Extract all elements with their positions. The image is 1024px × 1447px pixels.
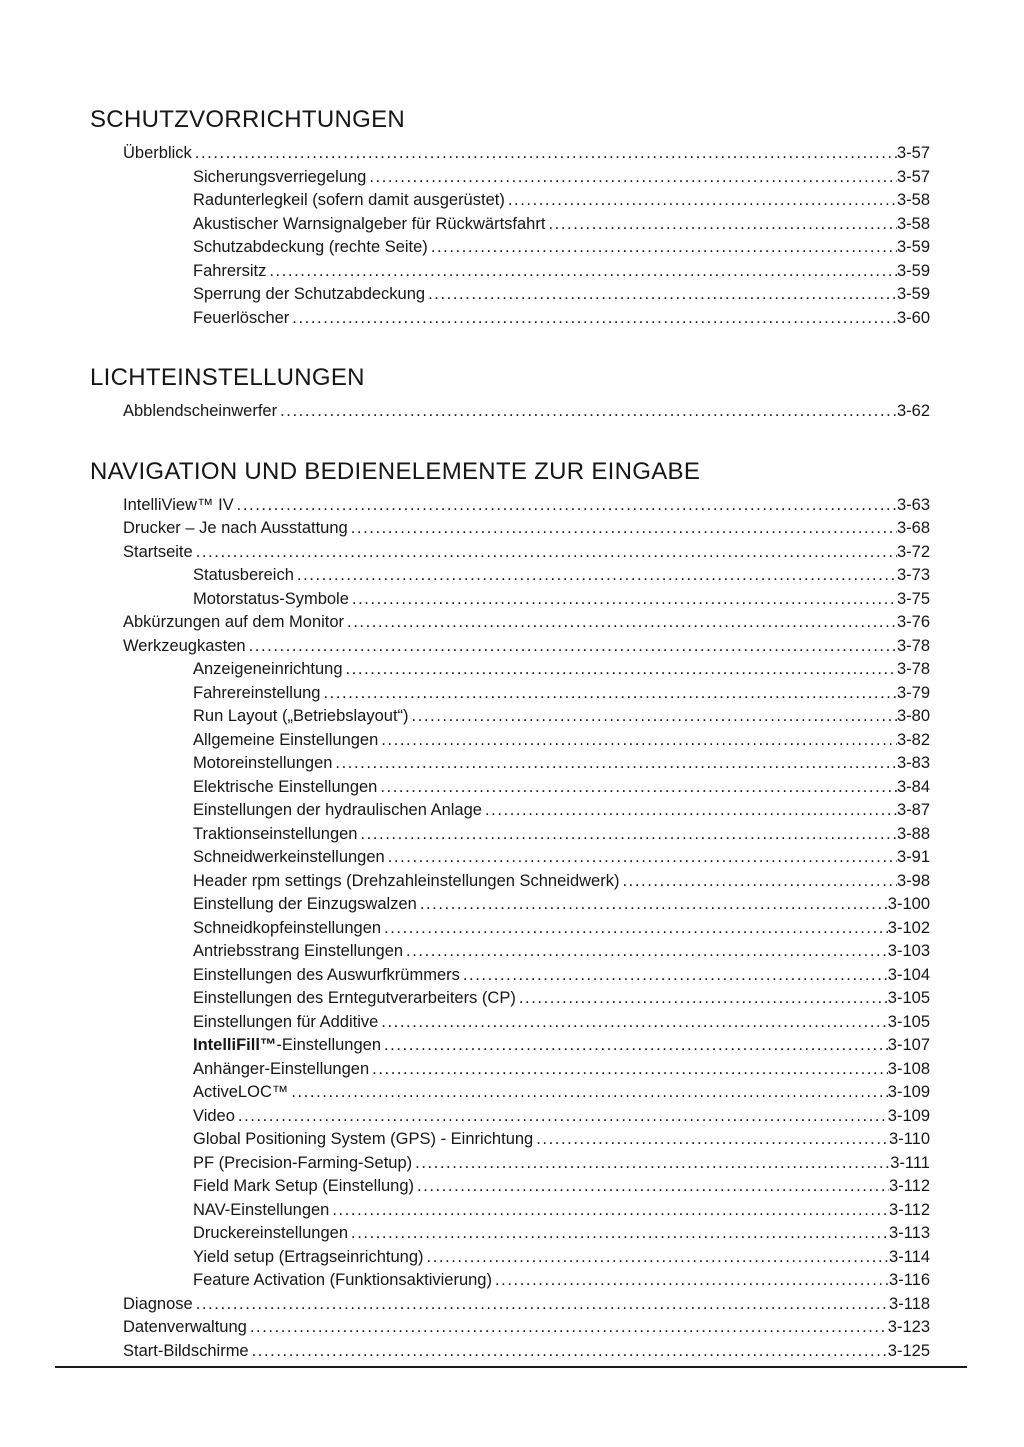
toc-entry	[90, 658, 930, 682]
dot-leader	[192, 142, 897, 166]
toc-entry-label: Einstellungen für Additive	[193, 1012, 379, 1031]
toc-entry-page: 3-107	[887, 1036, 930, 1054]
dot-leader	[409, 705, 897, 729]
toc-entry-page: 3-112	[889, 1200, 930, 1219]
toc-entry	[90, 236, 930, 260]
toc-entry-label: Einstellungen der hydraulischen Anlage	[193, 801, 482, 819]
toc-entry-label: Überblick	[123, 144, 192, 162]
toc-entry-label: Yield setup (Ertragseinrichtung)	[193, 1247, 424, 1266]
toc-entry-label: Abkürzungen auf dem Monitor	[123, 613, 345, 631]
toc-entry-label: Akustischer Warnsignalgeber für Rückwärtsfahrt	[193, 214, 546, 233]
toc-entry-page: 3-78	[896, 636, 930, 655]
toc-entry-page: 3-103	[887, 942, 930, 960]
dot-leader	[343, 658, 897, 682]
toc-entry-label: NAV-Einstellungen	[193, 1200, 330, 1219]
toc-entry-label: Field Mark Setup (Einstellung)	[193, 1177, 415, 1195]
toc-entry-page: 3-114	[889, 1247, 930, 1266]
toc-entry-label: Radunterlegkeil (sofern damit ausgerüstet)	[193, 191, 505, 209]
dot-leader	[332, 752, 897, 776]
toc-entry	[90, 940, 930, 964]
toc-entry	[90, 893, 930, 917]
dot-leader	[460, 964, 888, 988]
toc-entry-label: Startseite	[123, 542, 193, 561]
toc-entry-page: 3-102	[887, 918, 930, 937]
toc-entry-page: 3-83	[896, 754, 930, 772]
toc-entry	[90, 142, 930, 166]
dot-leader	[366, 166, 897, 190]
dot-leader	[482, 799, 897, 823]
dot-leader	[377, 776, 897, 800]
toc-entry-label: Sperrung der Schutzabdeckung	[193, 285, 426, 303]
toc-section	[90, 104, 930, 330]
toc-entry	[90, 987, 930, 1011]
toc-entry-page: 3-125	[887, 1341, 930, 1360]
dot-leader	[247, 1316, 888, 1340]
toc-entry-page: 3-100	[887, 895, 930, 913]
toc-entry-page: 3-109	[887, 1106, 930, 1125]
toc-entry-label: Druckereinstellungen	[193, 1224, 349, 1242]
toc-entry-label-bold: IntelliFill™	[193, 1036, 277, 1054]
dot-leader	[414, 1175, 889, 1199]
toc-entry	[90, 799, 930, 823]
dot-leader	[378, 1011, 888, 1035]
toc-entry-label: Schneidkopfeinstellungen	[193, 918, 382, 937]
toc-entry-page: 3-88	[896, 824, 930, 843]
dot-leader	[277, 400, 897, 424]
toc-entry	[90, 752, 930, 776]
toc-entry-page: 3-72	[896, 542, 930, 561]
toc-entry-page: 3-68	[896, 519, 930, 537]
toc-entry	[90, 1269, 930, 1293]
toc-entry	[90, 1058, 930, 1082]
toc-entry-label: Drucker – Je nach Ausstattung	[123, 519, 348, 537]
toc-entry-page: 3-59	[896, 238, 930, 256]
toc-entry-label: IntelliView™ IV	[123, 495, 234, 514]
toc-entry-page: 3-79	[896, 683, 930, 702]
toc-entry-page: 3-62	[896, 402, 930, 420]
toc-entry-page: 3-110	[889, 1130, 930, 1148]
toc-entry	[90, 917, 930, 941]
dot-leader	[288, 1081, 887, 1105]
toc-entry-page: 3-82	[896, 730, 930, 749]
toc-entry-label: Feature Activation (Funktionsaktivierung)	[193, 1271, 492, 1289]
dot-leader	[428, 236, 897, 260]
toc-entry-label: IntelliFill™-Einstellungen	[193, 1036, 381, 1054]
toc-entry-page: 3-109	[887, 1083, 930, 1101]
dot-leader	[403, 940, 888, 964]
toc-entry-page: 3-73	[896, 566, 930, 584]
toc-entry	[90, 1293, 930, 1317]
dot-leader	[289, 307, 897, 331]
toc-entry	[90, 1081, 930, 1105]
dot-leader	[348, 517, 897, 541]
toc-entry	[90, 588, 930, 612]
toc-entry-page: 3-76	[896, 613, 930, 631]
dot-leader	[246, 635, 897, 659]
toc-entry-page: 3-105	[887, 989, 930, 1007]
toc-entry	[90, 541, 930, 565]
toc-entry-label: Einstellungen des Erntegutverarbeiters (CP)	[193, 989, 516, 1007]
toc-entry-label: Werkzeugkasten	[123, 636, 246, 655]
dot-leader	[424, 1246, 890, 1270]
toc-entry-label: Antriebsstrang Einstellungen	[193, 942, 404, 960]
toc-entry	[90, 260, 930, 284]
toc-entry-page: 3-59	[896, 261, 930, 280]
toc-entry-page: 3-87	[896, 801, 930, 819]
toc-entry	[90, 1316, 930, 1340]
dot-leader	[369, 1058, 888, 1082]
toc-entry-label: Header rpm settings (Drehzahleinstellungen Schneidwerk)	[193, 871, 620, 890]
toc-entry	[90, 1222, 930, 1246]
dot-leader	[425, 283, 897, 307]
toc-entry	[90, 1340, 930, 1364]
toc-entry-label: Abblendscheinwerfer	[123, 402, 278, 420]
toc-entry-page: 3-108	[887, 1059, 930, 1078]
toc-entry-page: 3-57	[896, 144, 930, 162]
toc-entry-page: 3-104	[887, 965, 930, 984]
toc-entry-label: Allgemeine Einstellungen	[193, 730, 379, 749]
toc-entry	[90, 1011, 930, 1035]
dot-leader	[235, 1105, 888, 1129]
toc-entry	[90, 729, 930, 753]
dot-leader	[492, 1269, 889, 1293]
toc-entry	[90, 400, 930, 424]
toc-entry-label: Fahrersitz	[193, 261, 267, 280]
toc-entry-label: Motoreinstellungen	[193, 754, 333, 772]
toc-entry	[90, 611, 930, 635]
toc-entry-label: ActiveLOC™	[193, 1083, 289, 1101]
toc-entry	[90, 870, 930, 894]
toc-entry-page: 3-80	[896, 707, 930, 725]
dot-leader	[329, 1199, 889, 1223]
toc-entry	[90, 213, 930, 237]
toc-entry-page: 3-58	[896, 214, 930, 233]
toc-section	[90, 456, 930, 1364]
toc-entry-label: Global Positioning System (GPS) - Einrichtung	[193, 1130, 534, 1148]
dot-leader	[294, 564, 897, 588]
toc-entry-label: Einstellung der Einzugswalzen	[193, 895, 417, 913]
toc-entry	[90, 705, 930, 729]
toc-entry	[90, 166, 930, 190]
toc-entry	[90, 1105, 930, 1129]
dot-leader	[234, 494, 897, 518]
toc-entry-page: 3-60	[896, 308, 930, 327]
toc-entry-page: 3-78	[896, 660, 930, 678]
dot-leader	[619, 870, 897, 894]
toc-entry	[90, 682, 930, 706]
toc-entry-label: Anhänger-Einstellungen	[193, 1059, 370, 1078]
dot-leader	[412, 1152, 890, 1176]
section-title: LICHTEINSTELLUNGEN	[90, 364, 365, 391]
toc-entry	[90, 283, 930, 307]
toc-entry-page: 3-57	[896, 167, 930, 186]
dot-leader	[381, 1034, 888, 1058]
toc-entry	[90, 1128, 930, 1152]
toc-entry-page: 3-91	[896, 848, 930, 866]
toc-entry-label: Statusbereich	[193, 566, 294, 584]
dot-leader	[533, 1128, 889, 1152]
dot-leader	[378, 729, 897, 753]
toc-entry	[90, 823, 930, 847]
toc-entry	[90, 964, 930, 988]
dot-leader	[193, 541, 897, 565]
toc-entry-label: Datenverwaltung	[123, 1318, 247, 1336]
toc-entry-page: 3-75	[896, 589, 930, 608]
dot-leader	[266, 260, 897, 284]
toc-entry	[90, 1246, 930, 1270]
toc-entry-label: Elektrische Einstellungen	[193, 777, 378, 796]
dot-leader	[348, 1222, 889, 1246]
toc-section	[90, 362, 930, 424]
toc-entry-label: Video	[193, 1106, 235, 1125]
toc-entry-label: Sicherungsverriegelung	[193, 167, 367, 186]
toc-entry-page: 3-58	[896, 191, 930, 209]
dot-leader	[349, 588, 897, 612]
toc-entry	[90, 517, 930, 541]
toc-entry-label: PF (Precision-Farming-Setup)	[193, 1153, 413, 1172]
toc-entry-page: 3-84	[896, 777, 930, 796]
dot-leader	[357, 823, 896, 847]
toc-entry-label: Fahrereinstellung	[193, 683, 321, 702]
toc-entry	[90, 494, 930, 518]
toc-entry-page: 3-118	[889, 1294, 930, 1313]
toc-entry-label: Schneidwerkeinstellungen	[193, 848, 385, 866]
dot-leader	[321, 682, 897, 706]
toc-entry-label: Anzeigeneinrichtung	[193, 660, 343, 678]
toc-entry-label: Start-Bildschirme	[123, 1341, 249, 1360]
toc-entry	[90, 1034, 930, 1058]
toc-entry-label: Traktionseinstellungen	[193, 824, 358, 843]
toc-entry	[90, 776, 930, 800]
toc-entry-page: 3-63	[896, 495, 930, 514]
toc-entry-label: Schutzabdeckung (rechte Seite)	[193, 238, 428, 256]
dot-leader	[385, 846, 897, 870]
toc-entry-page: 3-123	[887, 1318, 930, 1336]
dot-leader	[344, 611, 897, 635]
dot-leader	[193, 1293, 889, 1317]
toc-entry-label: Motorstatus-Symbole	[193, 589, 349, 608]
toc-entry-label: Einstellungen des Auswurfkrümmers	[193, 965, 460, 984]
section-title: SCHUTZVORRICHTUNGEN	[90, 106, 406, 133]
toc-entry	[90, 307, 930, 331]
toc-entry	[90, 564, 930, 588]
toc-entry-page: 3-116	[889, 1271, 930, 1289]
dot-leader	[516, 987, 888, 1011]
dot-leader	[417, 893, 888, 917]
table-of-contents	[90, 104, 930, 1363]
dot-leader	[381, 917, 888, 941]
section-title: NAVIGATION UND BEDIENELEMENTE ZUR EINGABE	[90, 457, 701, 485]
toc-entry-page: 3-113	[889, 1224, 930, 1242]
toc-entry	[90, 189, 930, 213]
footer-rule	[55, 1366, 967, 1368]
toc-entry-page: 3-59	[896, 285, 930, 303]
toc-entry-label: Diagnose	[123, 1294, 193, 1313]
toc-entry-page: 3-105	[887, 1012, 930, 1031]
toc-entry-page: 3-98	[896, 871, 930, 890]
toc-entry-page: 3-112	[889, 1177, 930, 1195]
toc-entry-label: Run Layout („Betriebslayout“)	[193, 707, 409, 725]
toc-entry	[90, 1175, 930, 1199]
toc-entry	[90, 1199, 930, 1223]
dot-leader	[505, 189, 897, 213]
dot-leader	[249, 1340, 888, 1364]
toc-entry	[90, 846, 930, 870]
toc-entry	[90, 1152, 930, 1176]
toc-entry-page: 3-111	[890, 1153, 930, 1172]
toc-entry-label: Feuerlöscher	[193, 308, 290, 327]
dot-leader	[545, 213, 897, 237]
toc-entry	[90, 635, 930, 659]
